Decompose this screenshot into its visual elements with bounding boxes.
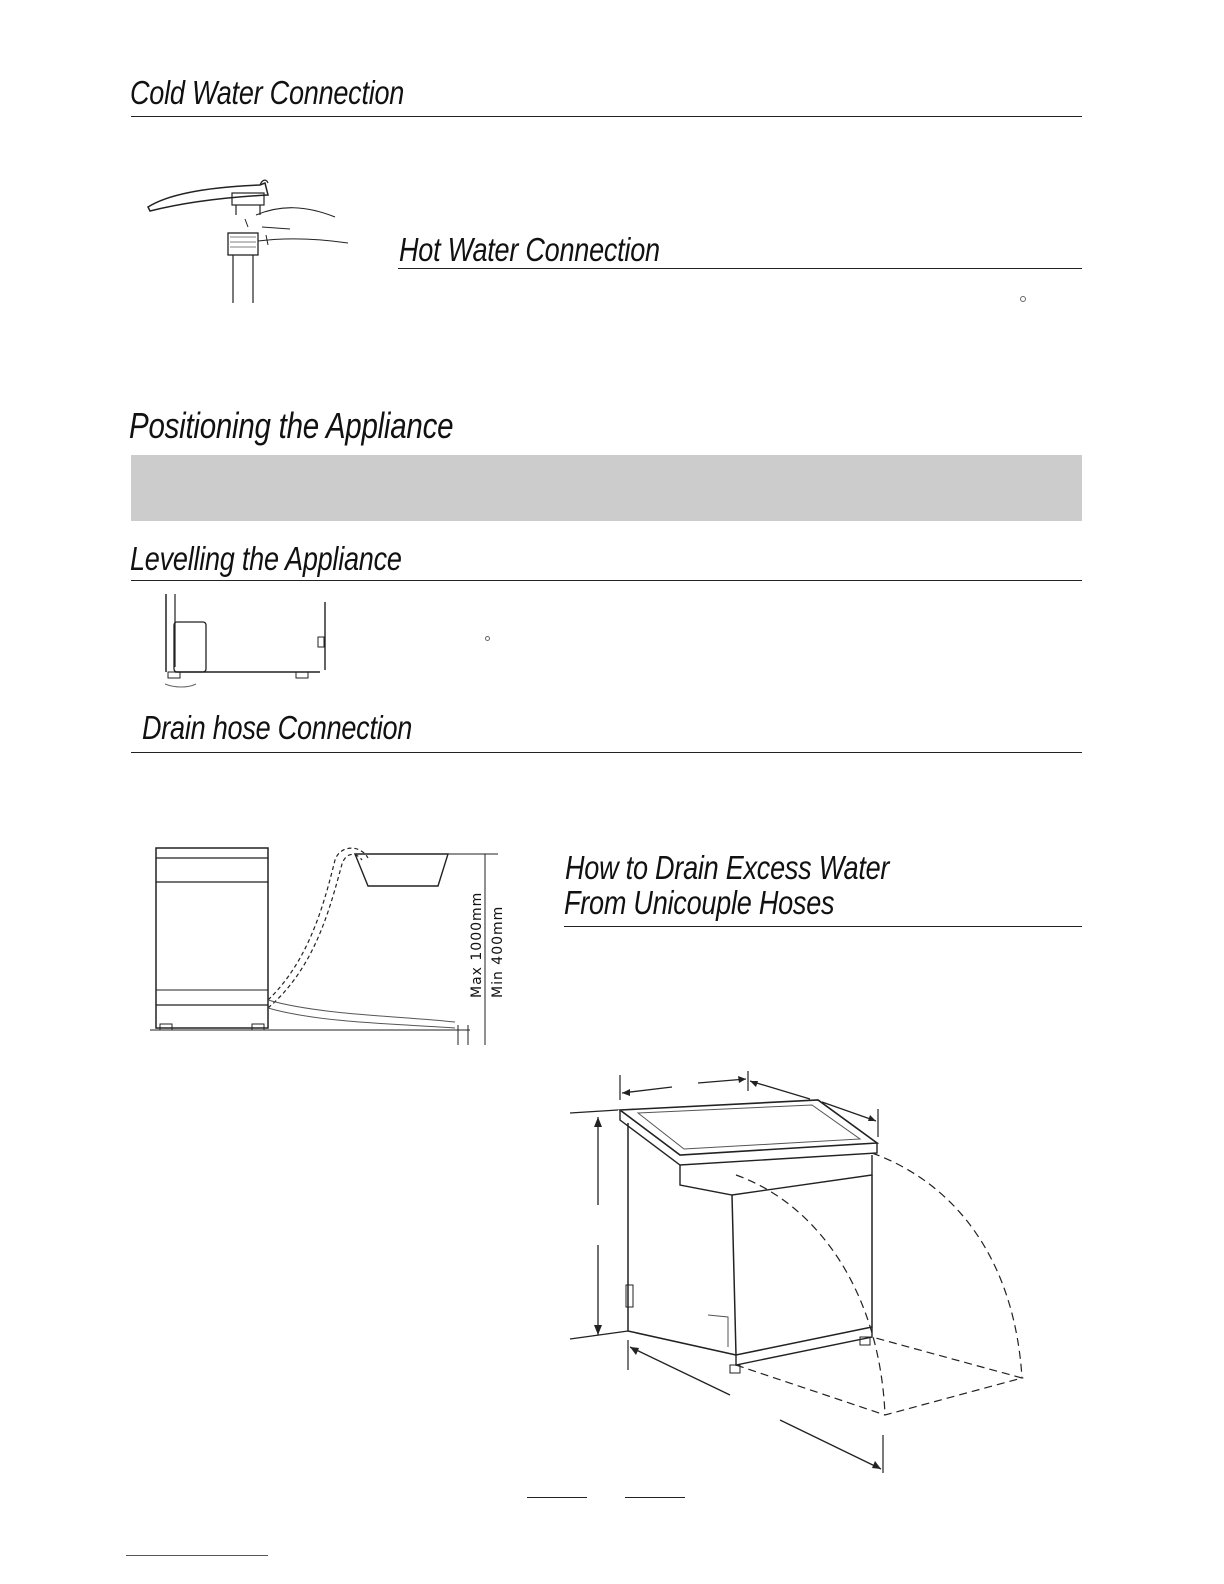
heading-cold-water: Cold Water Connection <box>130 74 405 111</box>
cold-water-rule <box>131 116 1082 117</box>
heading-levelling: Levelling the Appliance <box>130 540 402 577</box>
heading-positioning: Positioning the Appliance <box>129 405 454 446</box>
degree-mark <box>1020 296 1026 302</box>
heading-hot-water: Hot Water Connection <box>399 231 660 268</box>
min-height-label: Min 400mm <box>490 905 506 998</box>
max-height-label: Max 1000mm <box>469 891 485 998</box>
footer-rule-right <box>625 1497 685 1498</box>
levelling-rule <box>131 580 1082 581</box>
footer-link-underline <box>126 1555 268 1556</box>
levelling-degree-mark <box>485 636 490 641</box>
heading-drain-excess-line1: How to Drain Excess Water <box>565 849 890 886</box>
footer-rule-left <box>527 1497 587 1498</box>
drain-excess-rule <box>564 926 1082 927</box>
tap-connector-illustration <box>140 175 355 305</box>
appliance-dimensions-illustration <box>560 1065 1040 1485</box>
levelling-feet-illustration <box>160 592 335 697</box>
drain-hose-rule <box>131 752 1082 753</box>
hot-water-rule <box>398 268 1082 269</box>
drain-height-labels <box>455 880 515 1010</box>
heading-drain-hose: Drain hose Connection <box>142 709 413 746</box>
heading-drain-excess-line2: From Unicouple Hoses <box>564 884 835 921</box>
positioning-shaded-box <box>131 455 1082 521</box>
